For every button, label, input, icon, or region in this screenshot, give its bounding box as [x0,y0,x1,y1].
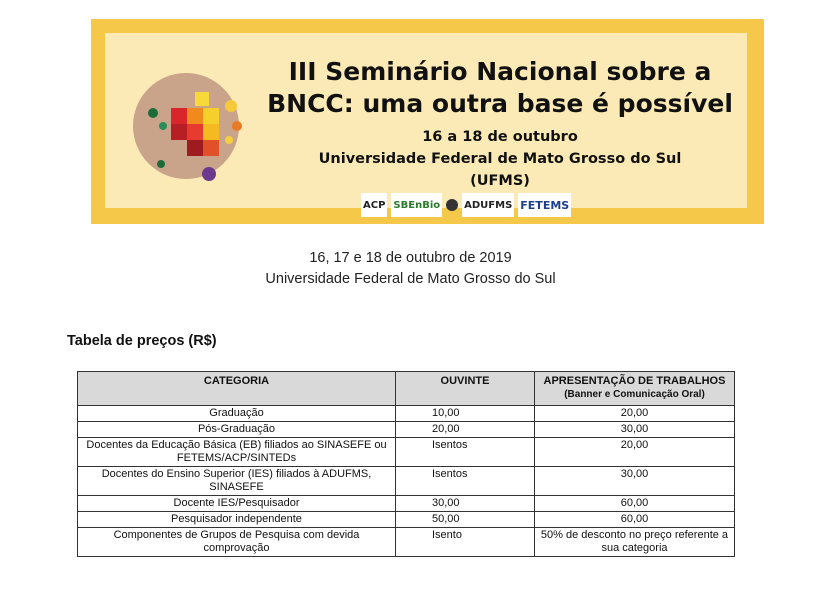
cell-categoria: Docentes da Educação Básica (EB) filiados ao SINASEFE ou FETEMS/ACP/SINTEDs [78,438,396,467]
header-ouvinte: OUVINTE [396,372,535,406]
cell-categoria: Docentes do Ensino Superior (IES) filiados à ADUFMS, SINASEFE [78,467,396,496]
sponsor-logo-sbenbio: SBEnBio [391,193,442,217]
cell-apresentacao: 60,00 [535,512,735,528]
cell-apresentacao: 30,00 [535,422,735,438]
price-table [77,371,735,557]
cell-apresentacao: 30,00 [535,467,735,496]
table-row [78,406,735,422]
header-categoria: CATEGORIA [78,372,396,406]
cell-ouvinte: 30,00 [396,496,535,512]
cell-categoria: Graduação [78,406,396,422]
cell-categoria: Componentes de Grupos de Pesquisa com devida comprovação [78,528,396,557]
event-university: Universidade Federal de Mato Grosso do Sul [265,271,556,287]
banner-acronym: (UFMS) [470,173,530,189]
cell-apresentacao: 50% de desconto no preço referente a sua categoria [535,528,735,557]
sponsor-emblem-icon [446,199,458,211]
cell-apresentacao: 20,00 [535,438,735,467]
cell-ouvinte: 50,00 [396,512,535,528]
header-apresentacao-label: APRESENTAÇÃO DE TRABALHOS [543,375,726,387]
price-table-title: Tabela de preços (R$) [67,333,217,349]
cell-ouvinte: 10,00 [396,406,535,422]
banner-dates: 16 a 18 de outubro [422,129,578,145]
cell-ouvinte: Isentos [396,438,535,467]
cell-categoria: Pós-Graduação [78,422,396,438]
banner-inner [105,33,747,212]
header-apresentacao [535,372,735,406]
table-row [78,512,735,528]
table-row [78,438,735,467]
sponsor-logos [361,193,571,217]
header-apresentacao-sub: (Banner e Comunicação Oral) [564,389,705,400]
event-banner [91,19,764,224]
sponsor-logo-fetems: FETEMS [518,193,571,217]
cubes-logo-icon [141,78,251,188]
cell-categoria: Docente IES/Pesquisador [78,496,396,512]
cell-ouvinte: Isento [396,528,535,557]
cell-apresentacao: 60,00 [535,496,735,512]
banner-university: Universidade Federal de Mato Grosso do Sul [318,151,682,167]
table-row [78,528,735,557]
event-dates: 16, 17 e 18 de outubro de 2019 [309,250,512,266]
cell-ouvinte: Isentos [396,467,535,496]
banner-title-line1: III Seminário Nacional sobre a [288,57,712,86]
sponsor-logo-adufms: ADUFMS [462,193,514,217]
banner-title-line2: BNCC: uma outra base é possível [267,89,733,118]
table-row [78,422,735,438]
cell-apresentacao: 20,00 [535,406,735,422]
table-row [78,467,735,496]
cell-ouvinte: 20,00 [396,422,535,438]
table-row [78,496,735,512]
cell-categoria: Pesquisador independente [78,512,396,528]
price-table-header [78,372,735,406]
sponsor-logo-acp: ACP [361,193,387,217]
